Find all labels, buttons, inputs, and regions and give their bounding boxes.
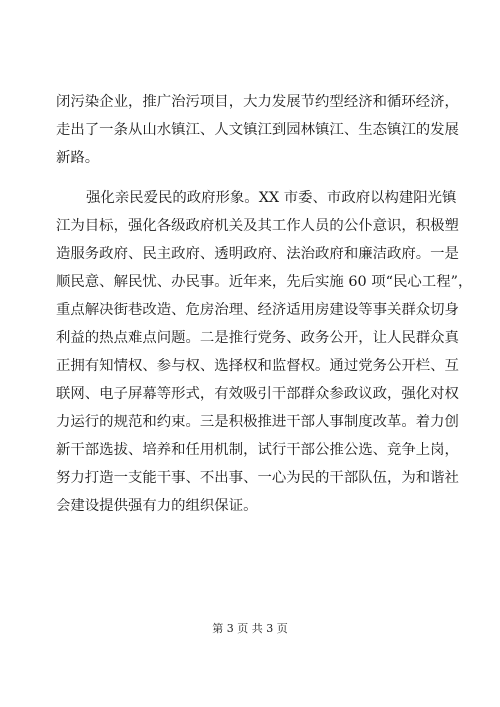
paragraph-2-line-5: 重点解决街巷改造、危房治理、经济适用房建设等事关群众切身 (56, 302, 459, 318)
paragraph-1-line-3: 新路。 (56, 150, 100, 166)
paragraph-2-line-2: 江为目标，强化各级政府机关及其工作人员的公仆意识，积极塑 (56, 218, 459, 234)
paragraph-2-line-10: 新干部选拔、培养和任用机制，试行干部公推公选、竞争上岗， (56, 442, 459, 458)
paragraph-2-line-8: 联网、电子屏幕等形式，有效吸引干部群众参政议政，强化对权 (56, 386, 459, 402)
paragraph-1-line-2: 走出了一条从山水镇江、人文镇江到园林镇江、生态镇江的发展 (56, 122, 459, 138)
paragraph-2-line-6: 利益的热点难点问题。二是推行党务、政务公开，让人民群众真 (56, 330, 459, 346)
paragraph-2-line-12: 会建设提供强有力的组织保证。 (56, 498, 258, 514)
paragraph-2-line-9: 力运行的规范和约束。三是积极推进干部人事制度改革。着力创 (56, 414, 459, 430)
paragraph-2-line-7: 正拥有知情权、参与权、选择权和监督权。通过党务公开栏、互 (56, 358, 459, 374)
page-number-footer: 第 3 页 共 3 页 (212, 622, 288, 635)
paragraph-2-line-11: 努力打造一支能干事、不出事、一心为民的干部队伍，为和谐社 (56, 470, 459, 486)
paragraph-2-line-4: 顺民意、解民忧、办民事。近年来，先后实施 60 项“民心工程”， (56, 274, 473, 290)
paragraph-1-line-1: 闭污染企业，推广治污项目，大力发展节约型经济和循环经济， (56, 94, 459, 110)
paragraph-2-line-3: 造服务政府、民主政府、透明政府、法治政府和廉洁政府。一是 (56, 246, 459, 262)
body-text (56, 88, 473, 520)
paragraph-2-line-1: 强化亲民爱民的政府形象。XX 市委、市政府以构建阳光镇 (86, 190, 457, 206)
